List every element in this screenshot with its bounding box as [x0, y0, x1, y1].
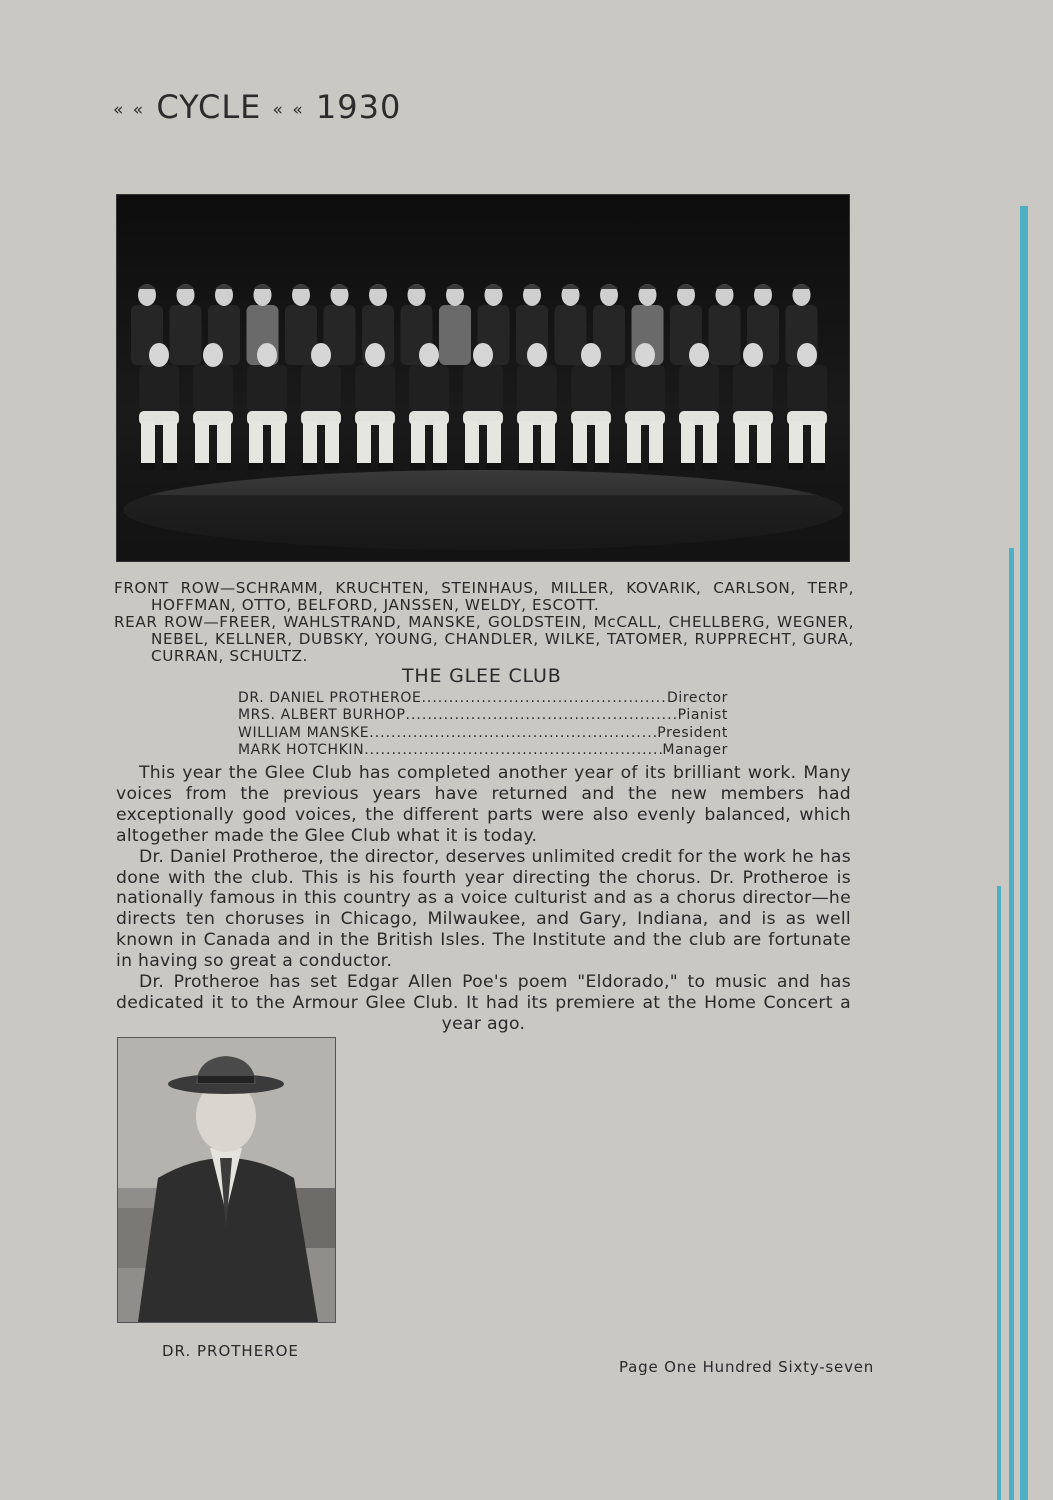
accent-bar-3	[997, 886, 1001, 1500]
leader-dots	[369, 725, 657, 742]
front-row-body	[733, 365, 773, 413]
front-row-leg	[465, 421, 479, 465]
accent-bar-1	[1020, 206, 1028, 1500]
roster-role: President	[657, 724, 728, 741]
front-row-shoe	[162, 463, 177, 470]
front-row-body	[139, 365, 179, 413]
accent-bar-2	[1009, 548, 1014, 1500]
front-row-shoe	[432, 463, 447, 470]
front-row-shoe	[486, 463, 501, 470]
front-row-face	[689, 343, 709, 367]
front-row-shoe	[356, 463, 371, 470]
front-row-leg	[325, 421, 339, 465]
header-year: 1930	[315, 88, 402, 126]
front-row-leg	[195, 421, 209, 465]
front-row-shoe	[270, 463, 285, 470]
front-row-face	[257, 343, 277, 367]
paragraph-3: Dr. Protheroe has set Edgar Allen Poe's poem "Eldorado," to music and has dedicated it to the Armour Glee Club. It had its premiere at the Home Concert a year ago.	[116, 972, 851, 1034]
front-row-shoe	[140, 463, 155, 470]
front-row-face	[365, 343, 385, 367]
front-row-shoe	[626, 463, 641, 470]
leader-dots	[421, 690, 667, 707]
paragraph-1: This year the Glee Club has completed another year of its brilliant work. Many voices from the previous years have returned and the new members had exceptionally good voices, the different parts were also evenly balanced, which altogether made the Glee Club what it is today.	[116, 763, 851, 846]
front-row-face	[797, 343, 817, 367]
front-row-leg	[487, 421, 501, 465]
rear-row-body	[439, 305, 471, 365]
front-row-shoe	[324, 463, 339, 470]
header-cycle: CYCLE	[156, 88, 262, 126]
front-row-leg	[357, 421, 371, 465]
front-row-face	[581, 343, 601, 367]
front-row-leg	[757, 421, 771, 465]
front-row-leg	[573, 421, 587, 465]
front-row-leg	[735, 421, 749, 465]
front-row-body	[625, 365, 665, 413]
photo-caption	[114, 580, 854, 665]
front-row-shoe	[464, 463, 479, 470]
front-row-shoe	[216, 463, 231, 470]
article-body	[116, 763, 851, 1035]
roster-name: MRS. ALBERT BURHOP	[238, 707, 406, 724]
front-row-body	[679, 365, 719, 413]
paragraph-2: Dr. Daniel Protheroe, the director, deserves unlimited credit for the work he has done with the club. This is his fourth year directing the chorus. Dr. Protheroe is nationally famous in this country as a voice culturist and as a chorus director—he directs ten choruses in Chicago, Milwaukee, and Gary, Indiana, and is as well known in Canada and in the British Isles. The Institute and the club are fortunate in having so great a conductor.	[116, 846, 851, 972]
roster-role: Manager	[662, 741, 728, 758]
front-row-shoe	[572, 463, 587, 470]
front-row-names: FRONT ROW—SCHRAMM, KRUCHTEN, STEINHAUS, MILLER, KOVARIK, CARLSON, TERP, HOFFMAN, OTTO, BELFORD, JANSSEN, WELDY, ESCOTT.	[114, 579, 854, 614]
front-row-shoe	[248, 463, 263, 470]
roster-row	[238, 690, 728, 707]
front-row-leg	[649, 421, 663, 465]
roster-row	[238, 725, 728, 742]
front-row-face	[311, 343, 331, 367]
roster-role: Director	[666, 690, 728, 706]
front-row-shoe	[518, 463, 533, 470]
leader-dots	[406, 707, 678, 724]
front-row-face	[203, 343, 223, 367]
header-angles-left: « «	[113, 100, 146, 120]
front-row-leg	[303, 421, 317, 465]
roster-role: Pianist	[677, 707, 728, 724]
front-row-leg	[249, 421, 263, 465]
front-row-body	[301, 365, 341, 413]
rear-row-names: REAR ROW—FREER, WAHLSTRAND, MANSKE, GOLDSTEIN, McCALL, CHELLBERG, WEGNER, NEBEL, KELLNER, DUBSKY, YOUNG, CHANDLER, WILKE, TATOMER, RUPPRECHT, GURA, CURRAN, SCHULTZ.	[114, 613, 854, 665]
roster-name: DR. DANIEL PROTHEROE	[238, 690, 422, 706]
front-row-leg	[379, 421, 393, 465]
running-header	[113, 88, 401, 126]
front-row-shoe	[410, 463, 425, 470]
front-row-body	[571, 365, 611, 413]
page-number: Page One Hundred Sixty-seven	[619, 1358, 875, 1376]
front-row-shoe	[788, 463, 803, 470]
front-row-shoe	[734, 463, 749, 470]
front-row-body	[247, 365, 287, 413]
front-row-shoe	[194, 463, 209, 470]
front-row-body	[517, 365, 557, 413]
officer-roster	[238, 690, 728, 759]
front-row-leg	[703, 421, 717, 465]
front-row-leg	[217, 421, 231, 465]
protheroe-portrait	[117, 1037, 336, 1323]
front-row-leg	[271, 421, 285, 465]
front-row-face	[635, 343, 655, 367]
front-row-shoe	[302, 463, 317, 470]
roster-name: WILLIAM MANSKE	[238, 724, 370, 741]
front-row-leg	[811, 421, 825, 465]
front-row-face	[743, 343, 763, 367]
front-row-body	[463, 365, 503, 413]
front-row-leg	[411, 421, 425, 465]
front-row-leg	[433, 421, 447, 465]
front-row-face	[419, 343, 439, 367]
front-row-shoe	[540, 463, 555, 470]
front-row-leg	[789, 421, 803, 465]
group-photo-drawing	[117, 195, 849, 561]
header-angles-right: « «	[272, 100, 305, 120]
front-row-face	[473, 343, 493, 367]
front-row-shoe	[594, 463, 609, 470]
roster-name: MARK HOTCHKIN	[238, 741, 365, 758]
portrait-drawing	[118, 1038, 335, 1322]
front-row-leg	[681, 421, 695, 465]
front-row-body	[193, 365, 233, 413]
front-row-shoe	[756, 463, 771, 470]
rear-row-body	[170, 305, 202, 365]
front-row-body	[787, 365, 827, 413]
front-row-leg	[541, 421, 555, 465]
leader-dots	[364, 742, 662, 759]
front-row-leg	[595, 421, 609, 465]
roster-row	[238, 742, 728, 759]
front-row-shoe	[702, 463, 717, 470]
front-row-body	[409, 365, 449, 413]
front-row-body	[355, 365, 395, 413]
glee-club-group-photo	[116, 194, 850, 562]
front-row-shoe	[810, 463, 825, 470]
portrait-caption: DR. PROTHEROE	[162, 1342, 299, 1360]
roster-row	[238, 707, 728, 724]
rear-row-body	[709, 305, 741, 365]
front-row-shoe	[648, 463, 663, 470]
front-row-face	[527, 343, 547, 367]
front-row-leg	[519, 421, 533, 465]
front-row-shoe	[680, 463, 695, 470]
front-row-leg	[627, 421, 641, 465]
front-row-face	[149, 343, 169, 367]
club-title: THE GLEE CLUB	[402, 665, 562, 687]
front-row-leg	[163, 421, 177, 465]
front-row-shoe	[378, 463, 393, 470]
front-row-leg	[141, 421, 155, 465]
